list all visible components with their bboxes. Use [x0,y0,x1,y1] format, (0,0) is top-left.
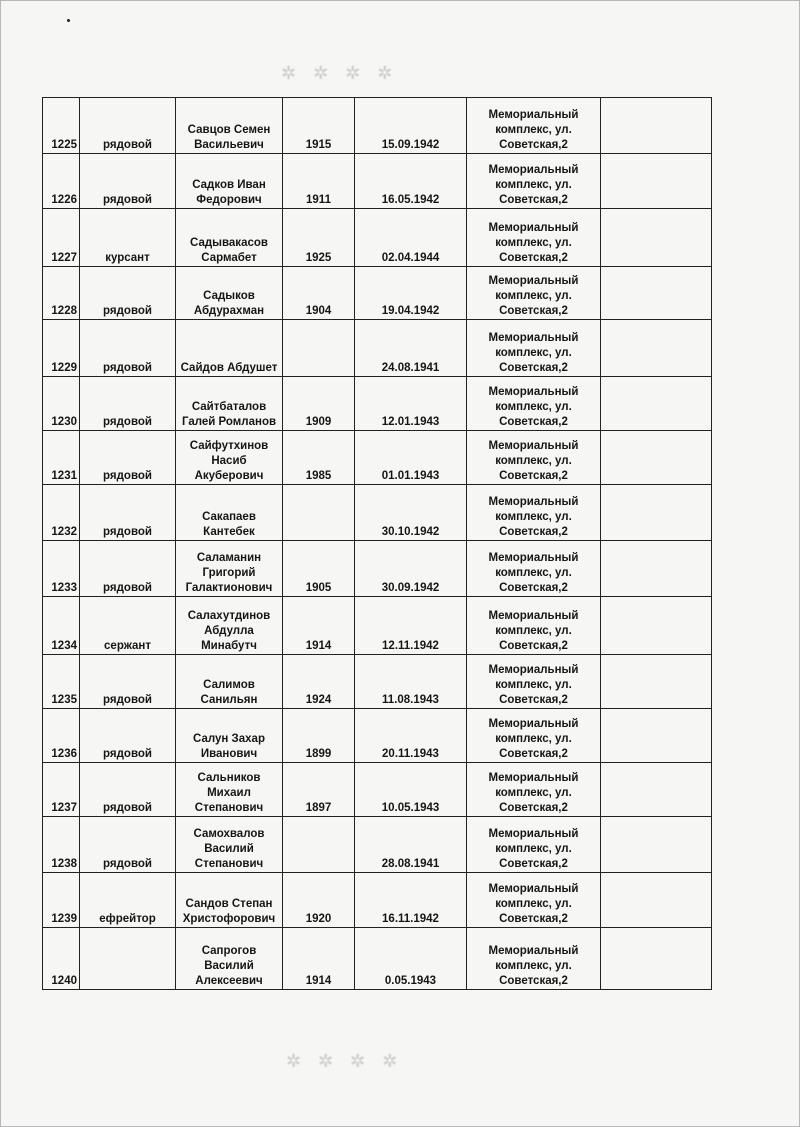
notes-cell [601,267,712,320]
burial-place-cell-line: Советская,2 [499,526,568,538]
burial-place-cell-line: Мемориальный [488,552,579,564]
name-cell-line: Василий [204,843,254,855]
birth-year-cell: 1915 [283,98,355,154]
name-cell [176,209,283,267]
burial-place-cell-line: комплекс, ул. [495,960,572,972]
burial-place-cell-line: Мемориальный [488,440,579,452]
table-row [43,209,712,267]
burial-place-cell-line: Мемориальный [488,496,579,508]
name-cell-line: Сайтбаталов [191,401,267,413]
rank-cell: ефрейтор [80,873,176,928]
name-cell-line: Салимов [203,679,255,691]
burial-place-cell [467,597,601,655]
table-row [43,267,712,320]
name-cell-line: Кантебек [203,526,255,538]
record-number-cell: 1237 [43,763,80,817]
burial-place-cell-line: Советская,2 [499,252,568,264]
burial-place-cell [467,928,601,990]
rank-cell: рядовой [80,655,176,709]
death-date-cell: 30.09.1942 [355,541,467,597]
record-number-cell: 1229 [43,320,80,377]
burial-place-cell-line: Советская,2 [499,362,568,374]
rank-cell [80,928,176,990]
birth-year-cell: 1985 [283,431,355,485]
scan-dot [67,19,70,22]
name-cell [176,928,283,990]
table-row [43,431,712,485]
notes-cell [601,154,712,209]
burial-place-cell-line: Советская,2 [499,748,568,760]
death-date-cell: 30.10.1942 [355,485,467,541]
table-row [43,817,712,873]
birth-year-cell: 1897 [283,763,355,817]
burial-place-cell-line: Советская,2 [499,640,568,652]
name-cell-line: Салун Захар [193,733,265,745]
name-cell-line: Сайдов Абдушет [180,362,278,374]
table-row [43,377,712,431]
rank-cell: рядовой [80,817,176,873]
name-cell-line: Садывакасов [190,237,268,249]
burial-place-cell-line: Мемориальный [488,386,579,398]
name-cell-line: Сармабет [201,252,257,264]
burial-place-cell-line: Советская,2 [499,802,568,814]
name-cell-line: Абдурахман [193,305,265,317]
name-cell [176,873,283,928]
name-cell-line: Васильевич [194,139,264,151]
burial-place-cell-line: комплекс, ул. [495,567,572,579]
burial-place-cell [467,154,601,209]
notes-cell [601,928,712,990]
name-cell-line: Савцов Семен [187,124,271,136]
burial-place-cell [467,817,601,873]
birth-year-cell: 1899 [283,709,355,763]
record-number-cell: 1240 [43,928,80,990]
name-cell-line: Саламанин [196,552,262,564]
name-cell [176,431,283,485]
name-cell-line: Христофорович [182,913,276,925]
name-cell-line: Салахутдинов [187,610,271,622]
burial-place-cell-line: Советская,2 [499,139,568,151]
death-date-cell: 15.09.1942 [355,98,467,154]
burial-place-cell-line: Мемориальный [488,772,579,784]
burial-place-cell-line: Мемориальный [488,275,579,287]
death-date-cell: 16.05.1942 [355,154,467,209]
name-cell [176,98,283,154]
name-cell-line: Василий [204,960,254,972]
table-row [43,709,712,763]
birth-year-cell [283,817,355,873]
table-row [43,763,712,817]
burial-place-cell [467,709,601,763]
table-row [43,485,712,541]
death-date-cell: 12.01.1943 [355,377,467,431]
burial-place-cell-line: Советская,2 [499,913,568,925]
burial-place-cell-line: комплекс, ул. [495,511,572,523]
rank-cell: курсант [80,209,176,267]
death-date-cell: 0.05.1943 [355,928,467,990]
burial-place-cell-line: комплекс, ул. [495,401,572,413]
burial-place-cell-line: комплекс, ул. [495,455,572,467]
rank-cell: рядовой [80,98,176,154]
name-cell-line: Алексеевич [195,975,263,987]
record-number-cell: 1233 [43,541,80,597]
record-number-cell: 1226 [43,154,80,209]
notes-cell [601,655,712,709]
name-cell-line: Степанович [194,802,264,814]
registry-body [43,98,712,990]
burial-place-cell [467,98,601,154]
burial-place-cell-line: комплекс, ул. [495,843,572,855]
birth-year-cell: 1909 [283,377,355,431]
burial-place-cell-line: Мемориальный [488,610,579,622]
name-cell-line: Сапрогов [201,945,257,957]
name-cell [176,377,283,431]
record-number-cell: 1230 [43,377,80,431]
name-cell-line: Галей Ромланов [181,416,277,428]
death-date-cell: 02.04.1944 [355,209,467,267]
name-cell-line: Сакапаев [202,511,256,523]
burial-place-cell [467,431,601,485]
notes-cell [601,873,712,928]
record-number-cell: 1227 [43,209,80,267]
burial-place-cell-line: комплекс, ул. [495,898,572,910]
rank-cell: рядовой [80,377,176,431]
table-row [43,928,712,990]
notes-cell [601,98,712,154]
burial-place-cell-line: Мемориальный [488,222,579,234]
table-row [43,98,712,154]
notes-cell [601,597,712,655]
burial-place-cell-line: комплекс, ул. [495,679,572,691]
name-cell [176,541,283,597]
death-date-cell: 28.08.1941 [355,817,467,873]
name-cell [176,709,283,763]
record-number-cell: 1238 [43,817,80,873]
table-row [43,320,712,377]
notes-cell [601,709,712,763]
burial-place-cell-line: комплекс, ул. [495,290,572,302]
burial-place-cell [467,655,601,709]
burial-place-cell [467,267,601,320]
burial-place-cell [467,763,601,817]
name-cell-line: Григорий [202,567,256,579]
notes-cell [601,817,712,873]
birth-year-cell: 1914 [283,597,355,655]
name-cell-line: Садыков [203,290,255,302]
burial-place-cell-line: Советская,2 [499,194,568,206]
birth-year-cell: 1911 [283,154,355,209]
burial-place-cell-line: Мемориальный [488,883,579,895]
burial-place-cell-line: Советская,2 [499,694,568,706]
name-cell [176,817,283,873]
rank-cell: рядовой [80,485,176,541]
burial-place-cell-line: Советская,2 [499,470,568,482]
table-row [43,655,712,709]
scan-smudge: ✲ ✲ ✲ ✲ [286,1051,404,1071]
burial-place-cell-line: комплекс, ул. [495,124,572,136]
name-cell [176,597,283,655]
burial-registry-table [42,97,712,990]
record-number-cell: 1225 [43,98,80,154]
notes-cell [601,431,712,485]
table-row [43,541,712,597]
name-cell-line: Сальников [197,772,261,784]
record-number-cell: 1232 [43,485,80,541]
burial-place-cell [467,377,601,431]
burial-place-cell-line: комплекс, ул. [495,733,572,745]
name-cell-line: Иванович [200,748,258,760]
name-cell [176,154,283,209]
name-cell-line: Минабутч [201,640,257,652]
rank-cell: рядовой [80,763,176,817]
name-cell-line: Федорович [196,194,262,206]
record-number-cell: 1239 [43,873,80,928]
name-cell-line: Санильян [200,694,258,706]
name-cell-line: Сандов Степан [185,898,273,910]
notes-cell [601,209,712,267]
name-cell-line: Абдулла [204,625,254,637]
burial-place-cell-line: Мемориальный [488,109,579,121]
burial-place-cell [467,485,601,541]
record-number-cell: 1234 [43,597,80,655]
notes-cell [601,485,712,541]
burial-place-cell-line: Советская,2 [499,582,568,594]
rank-cell: рядовой [80,267,176,320]
name-cell-line: Сайфутхинов [189,440,269,452]
rank-cell: рядовой [80,709,176,763]
record-number-cell: 1228 [43,267,80,320]
record-number-cell: 1235 [43,655,80,709]
death-date-cell: 10.05.1943 [355,763,467,817]
death-date-cell: 16.11.1942 [355,873,467,928]
birth-year-cell: 1914 [283,928,355,990]
name-cell-line: Акуберович [194,470,264,482]
name-cell [176,655,283,709]
burial-place-cell [467,320,601,377]
burial-place-cell-line: комплекс, ул. [495,347,572,359]
name-cell-line: Галактионович [185,582,273,594]
name-cell [176,485,283,541]
birth-year-cell: 1920 [283,873,355,928]
burial-place-cell-line: комплекс, ул. [495,179,572,191]
rank-cell: рядовой [80,541,176,597]
name-cell [176,763,283,817]
notes-cell [601,320,712,377]
death-date-cell: 24.08.1941 [355,320,467,377]
table-row [43,154,712,209]
notes-cell [601,763,712,817]
burial-place-cell-line: комплекс, ул. [495,625,572,637]
burial-place-cell-line: комплекс, ул. [495,237,572,249]
birth-year-cell: 1905 [283,541,355,597]
rank-cell: сержант [80,597,176,655]
burial-place-cell-line: Мемориальный [488,945,579,957]
name-cell-line: Самохвалов [193,828,265,840]
death-date-cell: 20.11.1943 [355,709,467,763]
record-number-cell: 1231 [43,431,80,485]
burial-place-cell-line: Мемориальный [488,828,579,840]
burial-place-cell-line: Советская,2 [499,858,568,870]
table-row [43,597,712,655]
rank-cell: рядовой [80,320,176,377]
name-cell-line: Степанович [194,858,264,870]
name-cell [176,320,283,377]
burial-place-cell-line: Мемориальный [488,164,579,176]
burial-place-cell-line: Мемориальный [488,664,579,676]
burial-place-cell [467,873,601,928]
birth-year-cell [283,320,355,377]
name-cell-line: Насиб [211,455,247,467]
birth-year-cell: 1924 [283,655,355,709]
burial-place-cell-line: Советская,2 [499,416,568,428]
birth-year-cell: 1904 [283,267,355,320]
record-number-cell: 1236 [43,709,80,763]
burial-place-cell-line: Мемориальный [488,332,579,344]
death-date-cell: 12.11.1942 [355,597,467,655]
rank-cell: рядовой [80,154,176,209]
name-cell-line: Садков Иван [192,179,266,191]
burial-place-cell-line: комплекс, ул. [495,787,572,799]
death-date-cell: 11.08.1943 [355,655,467,709]
burial-place-cell-line: Советская,2 [499,975,568,987]
burial-place-cell-line: Советская,2 [499,305,568,317]
burial-place-cell [467,209,601,267]
rank-cell: рядовой [80,431,176,485]
table-row [43,873,712,928]
scan-smudge: ✲ ✲ ✲ ✲ [281,63,399,83]
burial-place-cell [467,541,601,597]
birth-year-cell [283,485,355,541]
notes-cell [601,377,712,431]
death-date-cell: 01.01.1943 [355,431,467,485]
death-date-cell: 19.04.1942 [355,267,467,320]
name-cell [176,267,283,320]
notes-cell [601,541,712,597]
name-cell-line: Михаил [207,787,251,799]
birth-year-cell: 1925 [283,209,355,267]
burial-place-cell-line: Мемориальный [488,718,579,730]
